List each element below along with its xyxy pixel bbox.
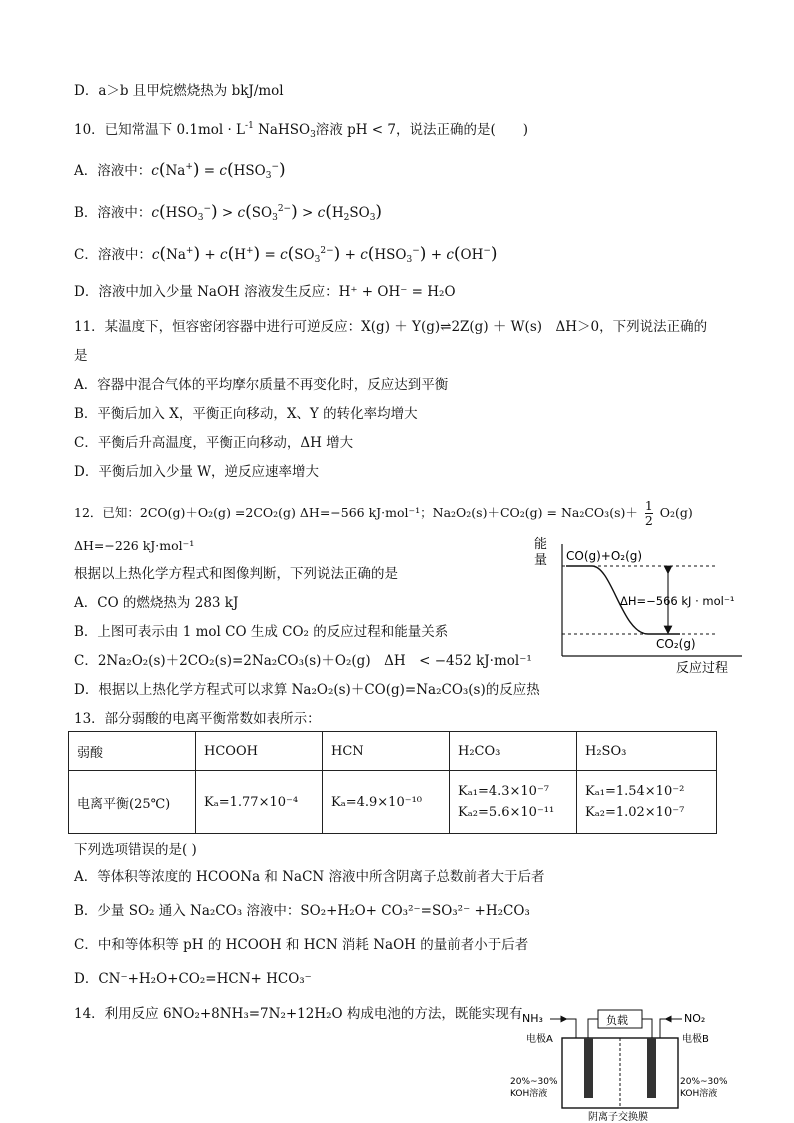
- ka1-value: Kₐ₁=1.54×10⁻²: [585, 784, 685, 799]
- q11-option-a: A．容器中混合气体的平均摩尔质量不再变化时，反应达到平衡: [74, 377, 449, 393]
- q10-option-d: D．溶液中加入少量 NaOH 溶液发生反应：H⁺ + OH⁻ = H₂O: [74, 284, 456, 300]
- q12-stem: 12．已知：2CO(g)＋O₂(g) =2CO₂(g) ΔH=−566 kJ·mol⁻¹；Na₂O₂(s)＋CO₂(g) = Na₂CO₃(s)＋ $\frac{1}{2}$ O₂(g): [74, 498, 693, 528]
- table-header-cell: H₂CO₃: [450, 732, 577, 771]
- q13-option-a: A．等体积等浓度的 HCOONa 和 NaCN 溶液中所含阴离子总数前者大于后者: [74, 869, 545, 885]
- no2-label: NO₂: [684, 1012, 706, 1025]
- ka2-value: Kₐ₂=1.02×10⁻⁷: [585, 805, 685, 820]
- q12-option-a: A．CO 的燃烧热为 283 kJ: [74, 595, 239, 611]
- delta-h-label: ΔH=−566 kJ · mol⁻¹: [620, 594, 735, 608]
- electrode-a-label: 电极A: [526, 1034, 553, 1045]
- q11-stem: 11．某温度下，恒容密闭容器中进行可逆反应：X(g) ＋ Y(g)⇌2Z(g) ＋ W(s) ΔH＞0，下列说法正确的: [74, 319, 708, 335]
- y-axis-label-2: 量: [534, 553, 548, 568]
- ka1-value: Kₐ₁=4.3×10⁻⁷: [458, 784, 550, 799]
- table-header-cell: HCOOH: [196, 732, 323, 771]
- q12-option-d: D．根据以上热化学方程式可以求算 Na₂O₂(s)＋CO(g)=Na₂CO₃(s)的反应热: [74, 682, 540, 698]
- reactant-label: CO(g)+O₂(g): [566, 549, 643, 563]
- battery-diagram: [504, 1002, 740, 1123]
- membrane-label: 阴离子交换膜: [588, 1112, 648, 1123]
- q13-option-d: D．CN⁻+H₂O+CO₂=HCN+ HCO₃⁻: [74, 971, 312, 987]
- table-header-row: [69, 732, 717, 771]
- wire-left: [588, 1019, 598, 1038]
- right-solution: KOH溶液: [680, 1089, 718, 1099]
- q11-option-b: B．平衡后加入 X，平衡正向移动，X、Y 的转化率均增大: [74, 406, 418, 422]
- q12-option-b: B．上图可表示由 1 mol CO 生成 CO₂ 的反应过程和能量关系: [74, 624, 449, 640]
- q9-option-d: D．a＞b 且甲烷燃烧热为 bkJ/mol: [74, 83, 284, 99]
- table-header-cell: H₂SO₃: [577, 732, 717, 771]
- right-concentration: 20%~30%: [680, 1077, 728, 1087]
- q13-option-b: B．少量 SO₂ 通入 Na₂CO₃ 溶液中：SO₂+H₂O+ CO₃²⁻=SO₃²⁻ +H₂CO₃: [74, 903, 530, 919]
- energy-diagram: [530, 534, 750, 676]
- q10-option-b: B．溶液中：$c(HSO_3^-) > c(SO_3^{2-}) > c(H_2SO_3)$: [74, 202, 383, 223]
- q13-stem: 13．部分弱酸的电离平衡常数如表所示：: [74, 711, 321, 727]
- q13-ask: 下列选项错误的是( ): [74, 842, 197, 858]
- product-label: CO₂(g): [656, 637, 696, 651]
- table-cell: Kₐ=1.77×10⁻⁴: [196, 771, 323, 834]
- table-header-cell: HCN: [323, 732, 450, 771]
- q10-stem: 10．已知常温下 $0.1mol \cdot L^{-1}$ NaHSO$_3$溶液 pH < 7，说法正确的是( ): [74, 121, 529, 140]
- table-header-cell: 弱酸: [69, 732, 196, 771]
- x-axis-label: 反应过程: [676, 661, 729, 676]
- electrode-b-rod: [647, 1038, 656, 1098]
- table-row: [69, 771, 717, 834]
- load-label: 负载: [606, 1014, 628, 1027]
- table-cell: [450, 771, 577, 834]
- electrode-a-rod: [584, 1038, 593, 1098]
- q11-option-d: D．平衡后加入少量 W，逆反应速率增大: [74, 464, 319, 480]
- left-solution: KOH溶液: [510, 1089, 548, 1099]
- wire-right: [642, 1019, 652, 1038]
- q12-option-c: C．2Na₂O₂(s)＋2CO₂(s)=2Na₂CO₃(s)＋O₂(g) ΔH < −452 kJ·mol⁻¹: [74, 653, 532, 669]
- nh3-label: NH₃: [522, 1012, 543, 1025]
- table-cell: [577, 771, 717, 834]
- ka2-value: Kₐ₂=5.6×10⁻¹¹: [458, 805, 555, 820]
- y-axis-label: 能: [534, 537, 548, 552]
- q11-option-c: C．平衡后升高温度，平衡正向移动，ΔH 增大: [74, 435, 354, 451]
- table-row-label: 电离平衡(25℃): [69, 771, 196, 834]
- acid-constants-table: [68, 731, 717, 834]
- q12-ask: 根据以上热化学方程式和图像判断，下列说法正确的是: [74, 566, 398, 582]
- table-cell: Kₐ=4.9×10⁻¹⁰: [323, 771, 450, 834]
- q12-dh: ΔH=−226 kJ·mol⁻¹: [74, 538, 195, 553]
- q13-option-c: C．中和等体积等 pH 的 HCOOH 和 HCN 消耗 NaOH 的量前者小于后者: [74, 937, 529, 953]
- left-concentration: 20%~30%: [510, 1077, 558, 1087]
- q11-stem-cont: 是: [74, 348, 88, 364]
- q10-option-a: A．溶液中：$c(Na^+) = c(HSO_3^-)$: [74, 160, 286, 181]
- electrode-b-label: 电极B: [682, 1034, 709, 1045]
- q10-option-c: C．溶液中：$c(Na^+) + c(H^+) = c(SO_3^{2-}) + c(HSO_3^-) + c(OH^-)$: [74, 244, 498, 265]
- q14-stem: 14．利用反应 6NO₂+8NH₃=7N₂+12H₂O 构成电池的方法，既能实现有: [74, 1006, 523, 1022]
